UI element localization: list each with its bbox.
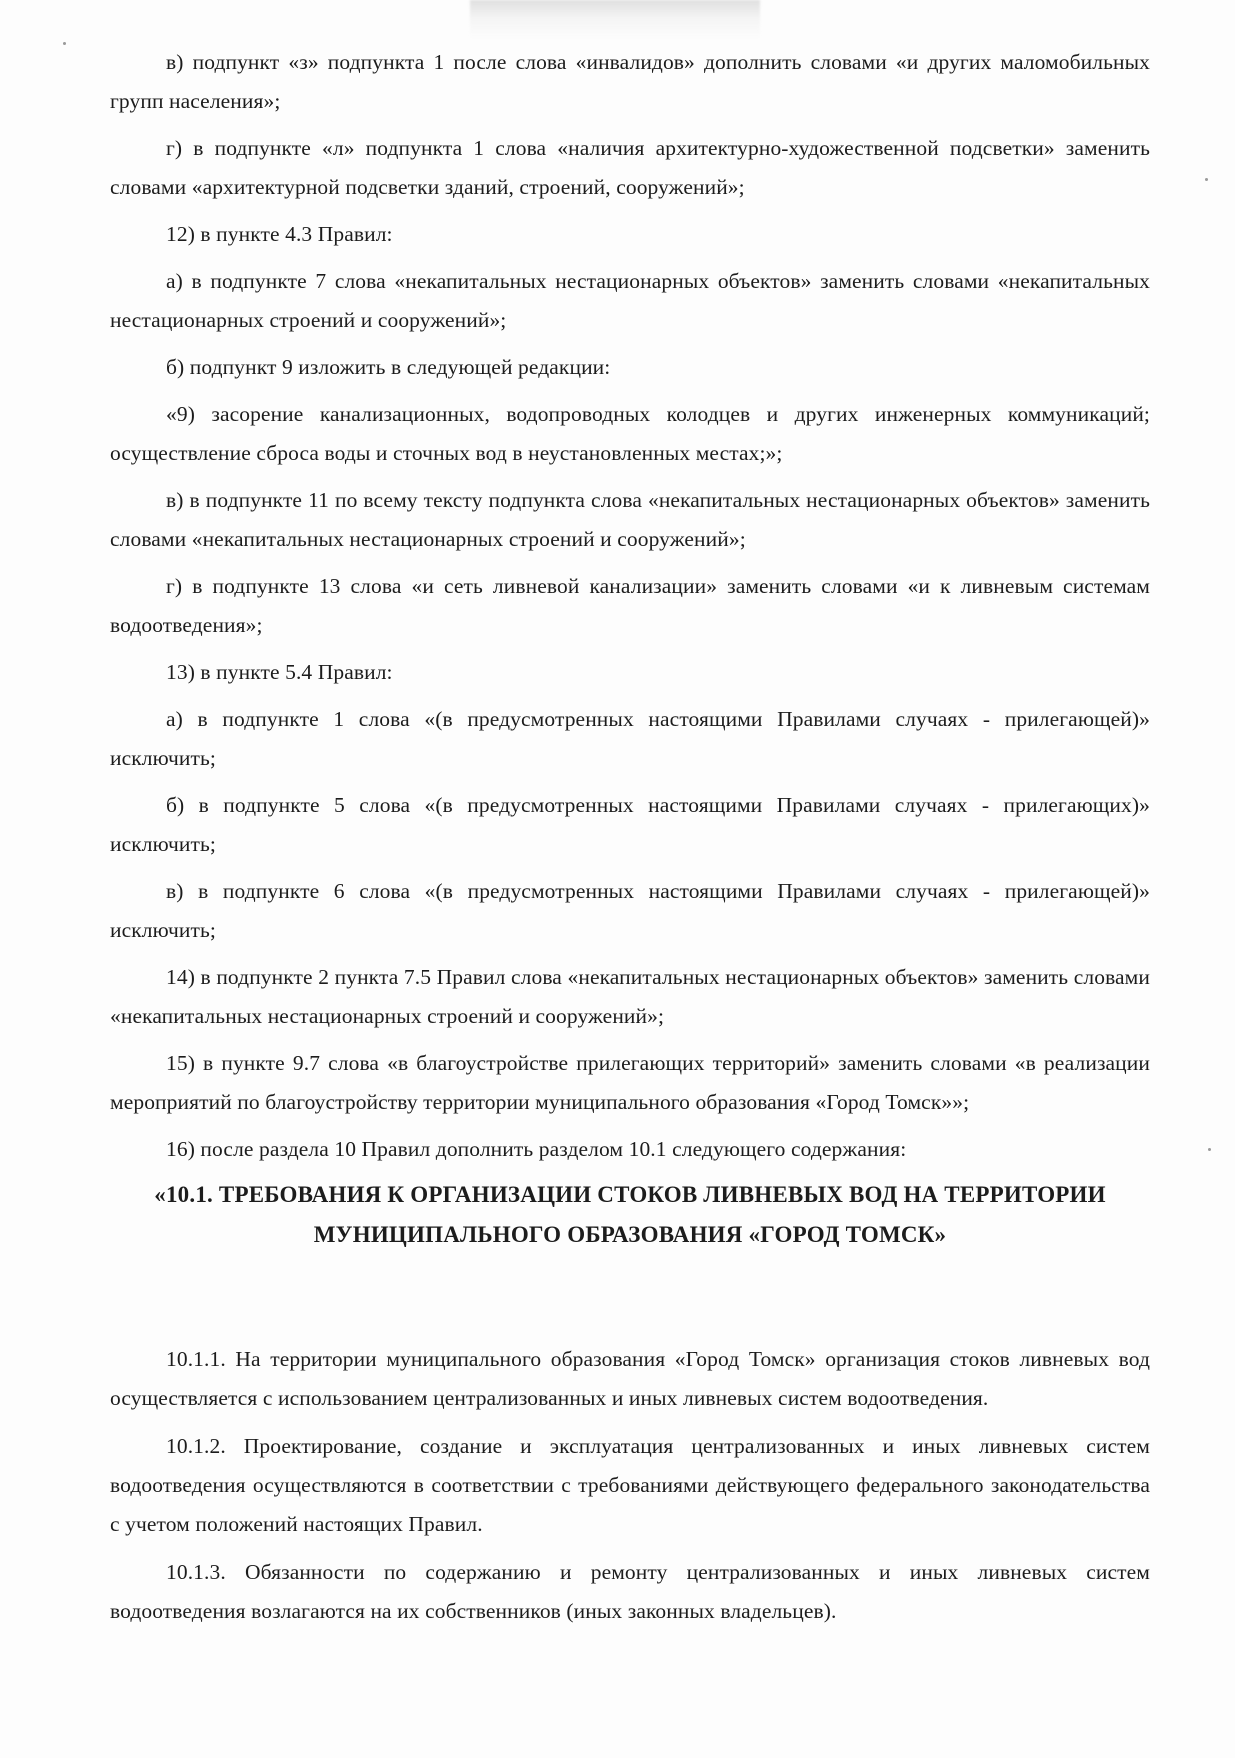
paragraph: 10.1.1. На территории муниципального образования «Город Томск» организация стоков ливневых вод осуществляется с использованием централизованных и иных ливневых систем водоотведения.: [110, 1347, 1150, 1410]
scan-artifact: [470, 0, 760, 38]
paragraph: г) в подпункте «л» подпункта 1 слова «наличия архитектурно-художественной подсветки» заменить словами «архитектурной подсветки зданий, строений, сооружений»;: [110, 136, 1150, 199]
paragraph: а) в подпункте 1 слова «(в предусмотренных настоящими Правилами случаях - прилегающей)» исключить;: [110, 707, 1150, 770]
paragraph: в) в подпункте 6 слова «(в предусмотренных настоящими Правилами случаях - прилегающей)» исключить;: [110, 879, 1150, 942]
scan-speck: [1208, 1148, 1211, 1151]
paragraph: в) подпункт «з» подпункта 1 после слова «инвалидов» дополнить словами «и других маломобильных групп населения»;: [110, 50, 1150, 113]
paragraph: 12) в пункте 4.3 Правил:: [166, 222, 393, 246]
amendments-list: [110, 43, 1150, 1255]
section-heading: «10.1. ТРЕБОВАНИЯ К ОРГАНИЗАЦИИ СТОКОВ ЛИВНЕВЫХ ВОД НА ТЕРРИТОРИИ МУНИЦИПАЛЬНОГО ОБРАЗОВАНИЯ «ГОРОД ТОМСК»: [154, 1182, 1106, 1247]
paragraph: 10.1.2. Проектирование, создание и эксплуатация централизованных и иных ливневых систем водоотведения осуществляются в соответствии с требованиями действующего федерального законодательства с учетом положений настоящих Правил.: [110, 1434, 1150, 1536]
paragraph: б) подпункт 9 изложить в следующей редакции:: [166, 355, 611, 379]
paragraph: а) в подпункте 7 слова «некапитальных нестационарных объектов» заменить словами «некапитальных нестационарных строений и сооружений»;: [110, 269, 1150, 332]
section-10-1-body: [110, 1340, 1150, 1631]
paragraph: в) в подпункте 11 по всему тексту подпункта слова «некапитальных нестационарных объектов» заменить словами «некапитальных нестационарных строений и сооружений»;: [110, 488, 1150, 551]
paragraph: 16) после раздела 10 Правил дополнить разделом 10.1 следующего содержания:: [166, 1137, 907, 1161]
paragraph: 13) в пункте 5.4 Правил:: [166, 660, 393, 684]
paragraph: «9) засорение канализационных, водопроводных колодцев и других инженерных коммуникаций; осуществление сброса воды и сточных вод в неустановленных местах;»;: [110, 402, 1150, 465]
paragraph: г) в подпункте 13 слова «и сеть ливневой канализации» заменить словами «и к ливневым системам водоотведения»;: [110, 574, 1150, 637]
paragraph: 14) в подпункте 2 пункта 7.5 Правил слова «некапитальных нестационарных объектов» заменить словами «некапитальных нестационарных строений и сооружений»;: [110, 965, 1150, 1028]
scan-speck: [1205, 178, 1208, 181]
paragraph: 15) в пункте 9.7 слова «в благоустройстве прилегающих территорий» заменить словами «в реализации мероприятий по благоустройству территории муниципального образования «Город Томск»»;: [110, 1051, 1150, 1114]
paragraph: 10.1.3. Обязанности по содержанию и ремонту централизованных и иных ливневых систем водоотведения возлагаются на их собственников (иных законных владельцев).: [110, 1560, 1150, 1623]
paragraph: б) в подпункте 5 слова «(в предусмотренных настоящими Правилами случаях - прилегающих)» исключить;: [110, 793, 1150, 856]
scan-speck: [63, 42, 66, 45]
